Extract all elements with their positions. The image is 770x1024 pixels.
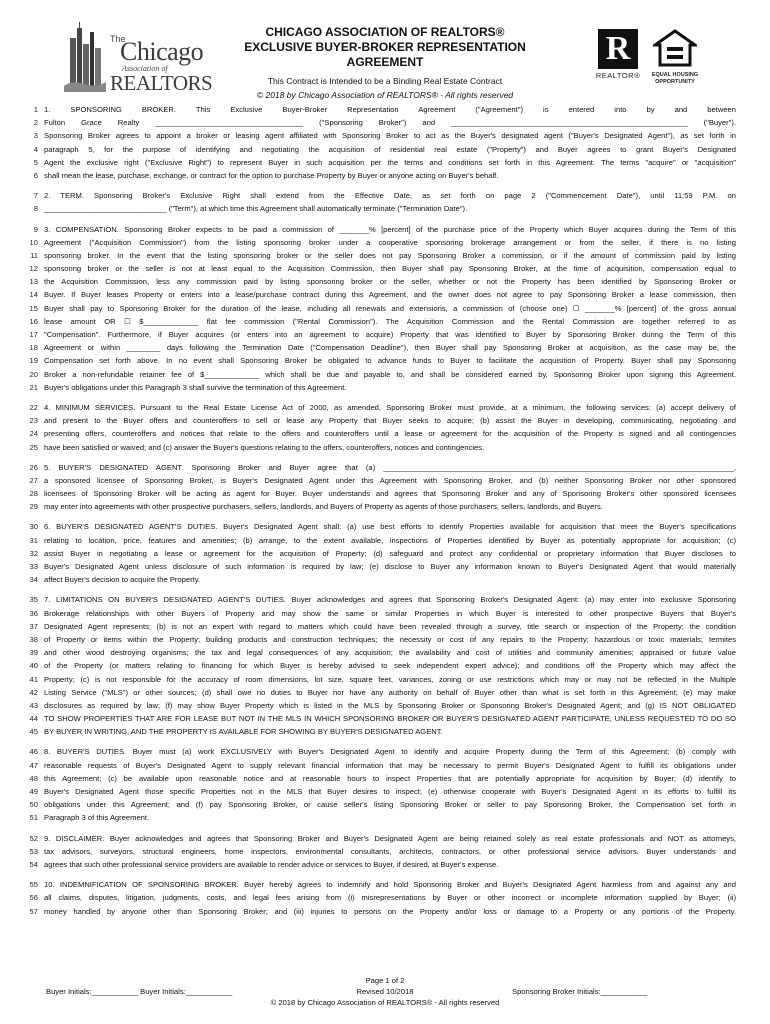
line-number: 29 <box>29 502 38 512</box>
contract-line <box>0 560 770 573</box>
line-text: Buyer's Designated Agent those specific Properties not in the MLS that Buyer desires to inspect; (e) otherwise cooperate with Buyer's Designated Agent in its efforts to fulfill its <box>44 787 736 796</box>
line-text: "Compensation". Furthermore, if Buyer acquires (or enters into an agreement to acquire) Property that was identified to Buyer by Sponsoring Broker during the Term of this <box>44 330 736 339</box>
title-association: CHICAGO ASSOCIATION OF REALTORS® <box>265 25 505 39</box>
line-text: disclosures as required by law; (f) may show Buyer Property which is listed in the MLS by Sponsoring Broker or Sponsoring Broker's Designated Agent; and (g) IS NOT OBLIGATED <box>44 700 736 710</box>
line-text: Paragraph 3 of this Agreement. <box>44 813 150 823</box>
line-number: 44 <box>29 714 38 724</box>
line-text: money handled by anyone other than Sponsoring Broker; and (iii) injuries to persons on the Property and/or loss or damage to a Property or any portions of the Property. <box>44 906 736 916</box>
line-text: agrees that such other professional service providers are available to render advice or services to Buyer, if desired, at Buyer's expense. <box>44 859 499 869</box>
line-number: 32 <box>29 548 38 558</box>
line-number: 57 <box>29 906 38 916</box>
contract-line <box>0 607 770 620</box>
line-text: Agent the exclusive right ("Exclusive Right") to represent Buyer in such acquisition per the terms and conditions set forth in this Agreement. The terms "acquire" or "acquisition" <box>44 157 736 167</box>
line-text: Sponsoring Broker agrees to appoint a broker or leasing agent affiliated with Sponsoring Broker to act as the Buyer's designated agent ("Buyer's Designated Agent"), as set forth in <box>44 131 736 141</box>
contract-line <box>0 189 770 202</box>
contract-line <box>0 891 770 904</box>
contract-line <box>0 646 770 659</box>
line-text: sponsoring broker or the seller is not at least equal to the Acquisition Commission, then Buyer shall pay Sponsoring Broker, at the time of acquisition, compensation equal to <box>44 264 736 274</box>
line-number: 16 <box>29 316 38 326</box>
line-text: of Property or items within the Property; building products and construction techniques; the necessity or cost of any repairs to the Property; hazardous or toxic materials; termites <box>44 634 736 644</box>
line-text: Fulton Grace Realty ___________________________________ ("Sponsoring Broker") and ________________________________________________________ ("Buyer"). <box>44 118 736 128</box>
contract-line <box>0 858 770 871</box>
contract-line <box>0 156 770 169</box>
line-number: 36 <box>29 608 38 618</box>
line-text: 8. BUYER'S DUTIES. Buyer must (a) work EXCLUSIVELY with Buyer's Designated Agent to identify and acquire Property during the Term of this Agreement; (b) comply with <box>44 747 736 757</box>
line-number: 26 <box>29 462 38 472</box>
logo-tagline: The <box>110 34 126 44</box>
line-text: 6. BUYER'S DESIGNATED AGENT'S DUTIES. Buyer's Designated Agent shall: (a) use best efforts to identify Properties available for acquisition that meet the Buyer's specifications <box>44 522 736 532</box>
line-number: 3 <box>33 131 38 141</box>
line-text: BY BUYER IN WRITING, AND THE PROPERTY IS AVAILABLE FOR SHOWING BY BUYER'S DESIGNATED AGENT. <box>44 727 443 737</box>
skyline-icon <box>62 20 108 92</box>
line-text: Designated Agent represents; (b) is not an expert with regard to matters which could have been revealed through a survey, title search or inspection of the Property; the condition <box>44 621 736 631</box>
line-text: 2. TERM. Sponsoring Broker's Exclusive Right shall extend from the Effective Date, as set forth on page 2 ("Commencement Date"), until 11:59 P.M. on <box>44 191 736 201</box>
paragraph-gap <box>0 825 770 832</box>
agreement-body <box>0 103 770 918</box>
realtor-logo <box>594 29 642 84</box>
equal-housing-logo <box>650 29 700 84</box>
footer-copyright: © 2018 by Chicago Association of REALTORS® - All rights reserved <box>270 998 500 1007</box>
line-text: this Agreement; (c) be available upon reasonable notice and at reasonable hours to inspect Properties that are potentially appropriate for acquisition by Buyer; (d) identify to <box>44 773 736 783</box>
line-number: 45 <box>29 727 38 737</box>
line-text: reasonable requests of Buyer's Designated Agent to supply relevant financial information that may be necessary to permit Buyer's Designated Agent to fulfill its obligations under <box>44 760 736 770</box>
contract-line <box>0 878 770 891</box>
header-copyright: © 2018 by Chicago Association of REALTORS® - All rights reserved <box>256 90 514 100</box>
contract-line <box>0 686 770 699</box>
contract-line <box>0 368 770 381</box>
line-text: shall mean the lease, purchase, exchange, or contract for the option to purchase Property by Buyer or anyone acting on Buyer's behalf. <box>44 170 499 180</box>
line-number: 34 <box>29 575 38 585</box>
contract-line <box>0 712 770 725</box>
line-number: 51 <box>29 813 38 823</box>
contract-line <box>0 302 770 315</box>
revision-date: Revised 10/2018 <box>356 987 414 996</box>
contract-line <box>0 573 770 586</box>
contract-line <box>0 811 770 824</box>
line-text: of the Property (or matters relating to financing for which Buyer is hereby advised to seek independent expert advice); and conditions off the Property which may affect the <box>44 661 736 671</box>
logo-realtors-text: REALTORS <box>110 71 213 95</box>
line-text: and present to the Buyer offers and counteroffers to sell or lease any Property that Buyer seeks to acquire; (b) assist the Buyer in developing, communicating, negotiating and <box>44 416 736 426</box>
page-number: Page 1 of 2 <box>365 976 405 985</box>
paragraph-gap <box>0 871 770 878</box>
line-text: 5. BUYER'S DESIGNATED AGENT. Sponsoring Broker and Buyer agree that (a) ___________________________________________________________________________________, <box>44 462 736 472</box>
logo-city-text: Chicago <box>120 37 204 66</box>
line-text: 4. MINIMUM SERVICES. Pursuant to the Real Estate License Act of 2000, as amended, Sponsoring Broker must provide, at a minimum, the following services: (a) accept delivery of <box>44 402 736 412</box>
contract-line <box>0 474 770 487</box>
line-number: 41 <box>29 674 38 684</box>
paragraph-gap <box>0 394 770 401</box>
line-number: 20 <box>29 369 38 379</box>
contract-line <box>0 262 770 275</box>
line-text: lease amount OR ☐ $_____________ flat fee commission ("Rental Commission"). The Acquisition Commission and the Rental Commission are together referred to as <box>44 316 736 326</box>
contract-line <box>0 905 770 918</box>
contract-line <box>0 275 770 288</box>
line-number: 7 <box>33 191 38 201</box>
line-text: Compensation set forth above. In no event shall Sponsoring Broker be obligated to advance funds to Buyer to facilitate the acquisition of Property. Buyer shall pay Sponsoring <box>44 356 736 366</box>
line-text: _____________________________ ("Term"), at which time this Agreement shall automatically terminate ("Termination Date"). <box>44 204 468 214</box>
contract-line <box>0 441 770 454</box>
line-number: 17 <box>29 330 38 339</box>
line-number: 56 <box>29 893 38 903</box>
line-text: Buyer shall pay to Sponsoring Broker for the duration of the lease, including all renewals and extensions, a commission of (choose one) ☐ _______% [percent] of the gross annual <box>44 303 736 313</box>
eho-label-1: EQUAL HOUSING <box>651 72 699 78</box>
line-number: 30 <box>29 522 38 532</box>
contract-line <box>0 328 770 341</box>
line-number: 50 <box>29 800 38 810</box>
paragraph-gap <box>0 738 770 745</box>
line-text: the Acquisition Commission, less any commission paid by listing sponsoring broker or the seller, whether or not the Property has been identified by Sponsoring Broker or <box>44 277 736 287</box>
line-number: 52 <box>29 833 38 843</box>
line-text: have been satisfied or waived; and (c) answer the Buyer's questions relating to the offers, counteroffers, notices and contingencies. <box>44 442 485 452</box>
line-number: 23 <box>29 416 38 426</box>
line-number: 24 <box>29 429 38 439</box>
line-text: 1. SPONSORING BROKER. This Exclusive Buyer-Broker Representation Agreement ("Agreement") is entered into by and between <box>44 105 736 114</box>
line-number: 8 <box>33 204 38 214</box>
logo-association-text: Association of <box>122 64 168 73</box>
line-text: paragraph 5, for the purpose of identifying and negotiating the acquisition of residential real estate ("Property") and Buyer agrees to grant Buyer's Designated <box>44 144 736 154</box>
line-number: 25 <box>29 442 38 452</box>
line-text: Broker a non-refundable retainer fee of $_____________ which shall be due and payable to, and shall be considered earned by, Sponsoring Broker upon signing this Agreement. <box>44 369 736 379</box>
page-footer <box>0 975 770 1020</box>
line-number: 55 <box>29 880 38 890</box>
line-number: 2 <box>33 118 38 128</box>
contract-line <box>0 143 770 156</box>
line-text: obligations under this Agreement; and (f) pay Sponsoring Broker, or cause seller's listing Sponsoring Broker or seller to pay Sponsoring Broker, the Compensation set forth in <box>44 800 736 810</box>
line-text: Brokerage relationships with other Buyers of Property and may show the same or similar Properties in which Buyer is interested to other prospective Buyers that Buyer's <box>44 608 736 618</box>
line-number: 18 <box>29 343 38 353</box>
line-text: affect Buyer's decision to acquire the Property. <box>44 575 201 585</box>
line-number: 38 <box>29 634 38 644</box>
document-header <box>0 0 770 100</box>
line-number: 15 <box>29 303 38 313</box>
paragraph-gap <box>0 513 770 520</box>
contract-line <box>0 427 770 440</box>
line-text: Buyer's Designated Agent unless disclosure of such information is required by law; (e) disclose to Buyer any information known to Buyer's Designated Agent that would materially <box>44 562 736 571</box>
line-text: licensees of Sponsoring Broker will be acting as agent for Buyer. Buyer understands and agrees that Sponsoring Broker and any of Sponsoring Broker's other sponsored licensees <box>44 489 736 499</box>
line-number: 54 <box>29 859 38 869</box>
paragraph-gap <box>0 216 770 223</box>
line-number: 14 <box>29 290 38 300</box>
contract-line <box>0 725 770 738</box>
line-text: relating to location, price, features and amenities; (b) arrange, to the extent available, inspections of Properties identified by Buyer as potentially appropriate for acquisition; (c) <box>44 535 736 545</box>
line-text: Agreement ("Acquisition Commission") from the listing sponsoring broker under a cooperative sponsoring brokerage arrangement or from the seller, if there is no listing <box>44 237 736 247</box>
line-text: assist Buyer in negotiating a lease or agreement for the acquisition of Property; (d) safeguard and protect any confidential or proprietary information that Buyer discloses to <box>44 548 736 558</box>
line-number: 11 <box>30 250 38 260</box>
contract-line <box>0 381 770 394</box>
contract-line <box>0 288 770 301</box>
contract-line <box>0 772 770 785</box>
line-text: presenting offers, counteroffers and notices that relate to the offers and counteroffers until a lease or agreement for the acquisition of the Property is signed and all contingencies <box>44 429 736 439</box>
line-number: 46 <box>29 747 38 757</box>
contract-line <box>0 520 770 533</box>
contract-line <box>0 659 770 672</box>
line-number: 27 <box>29 475 38 485</box>
line-text: Buyer. If Buyer leases Property or enters into a lease/purchase contract during this Agreement, and the owner does not agree to pay Sponsoring Broker a lease commission, then <box>44 290 736 300</box>
line-text: Buyer's obligations under this Paragraph 3 shall survive the termination of this Agreement. <box>44 382 347 392</box>
equal-housing-icon <box>653 29 697 67</box>
line-number: 33 <box>29 562 38 571</box>
contract-line <box>0 202 770 215</box>
line-text: sponsoring broker. In the event that the listing sponsoring broker or the seller does not pay Sponsoring Broker a commission, or if the amount of commission paid by listing <box>44 250 736 260</box>
contract-line <box>0 249 770 262</box>
line-text: TO SHOW PROPERTIES THAT ARE FOR LEASE BUT NOT IN THE MLS IN WHICH SPONSORING BROKER OR BUYER'S DESIGNATED AGENT PARTICIPATE, UNLESS REQUESTED TO DO SO <box>44 714 736 724</box>
line-text: 3. COMPENSATION. Sponsoring Broker expects to be paid a commission of _______% [percent] of the purchase price of the Property which Buyer acquires during the Term of this <box>44 224 736 234</box>
contract-line <box>0 547 770 560</box>
paragraph-gap <box>0 454 770 461</box>
eho-label-2: OPPORTUNITY <box>655 78 695 85</box>
contract-line <box>0 401 770 414</box>
contract-line <box>0 620 770 633</box>
contract-line <box>0 798 770 811</box>
contract-line <box>0 699 770 712</box>
line-number: 40 <box>29 661 38 671</box>
line-number: 12 <box>29 264 38 274</box>
contract-line <box>0 103 770 116</box>
contract-line <box>0 461 770 474</box>
contract-line <box>0 745 770 758</box>
contract-line <box>0 785 770 798</box>
line-text: a sponsored licensee of Sponsoring Broker, is Buyer's Designated Agent under this Agreement with Sponsoring Broker, and (b) neither Sponsoring Broker nor other sponsored <box>44 475 736 485</box>
paragraph-gap <box>0 586 770 593</box>
contract-line <box>0 414 770 427</box>
line-number: 42 <box>29 687 38 697</box>
contract-line <box>0 633 770 646</box>
contract-line <box>0 341 770 354</box>
footer-center <box>260 975 510 1008</box>
line-number: 53 <box>29 846 38 856</box>
contract-line <box>0 534 770 547</box>
line-text: all claims, disputes, litigation, judgments, costs, and legal fees arising from (i) misrepresentations by Buyer or other incorrect or incomplete information supplied by Buyer; (ii) <box>44 893 736 903</box>
line-text: and other wood destroying organisms; the tax and legal consequences of any acquisition; the availability and cost of utilities and community amenities; appraised or future value <box>44 648 736 658</box>
line-number: 5 <box>33 157 38 167</box>
line-number: 47 <box>29 760 38 770</box>
line-number: 22 <box>29 402 38 412</box>
contract-line <box>0 845 770 858</box>
contract-line <box>0 223 770 236</box>
buyer-initials-field[interactable]: Buyer Initials:___________ Buyer Initials:___________ <box>46 987 233 996</box>
line-number: 28 <box>29 489 38 499</box>
line-number: 48 <box>29 773 38 783</box>
line-number: 21 <box>29 382 38 392</box>
line-number: 6 <box>33 170 38 180</box>
paragraph-gap <box>0 182 770 189</box>
contract-line <box>0 673 770 686</box>
line-text: Listing Service ("MLS") or other sources; (d) shall owe no duties to Buyer nor have any authority on behalf of Buyer other than what is set forth in this Agreement; (e) may make <box>44 687 736 697</box>
title-agreement: EXCLUSIVE BUYER-BROKER REPRESENTATION AGREEMENT <box>244 40 526 69</box>
line-text: 10. INDEMNIFICATION OF SPONSORING BROKER. Buyer hereby agrees to indemnify and hold Sponsoring Broker and Buyer's Designated Agent harmless from and against any and <box>44 880 736 890</box>
chicago-realtors-logo <box>62 20 213 95</box>
line-number: 39 <box>29 648 38 658</box>
realtor-label: REALTOR® <box>595 71 641 80</box>
contract-line <box>0 116 770 129</box>
contract-line <box>0 315 770 328</box>
line-number: 37 <box>29 621 38 631</box>
contract-line <box>0 354 770 367</box>
sponsoring-broker-initials-field[interactable]: Sponsoring Broker Initials:___________ <box>512 987 648 996</box>
binding-contract-notice: This Contract is Intended to be a Binding Real Estate Contract <box>267 76 503 86</box>
contract-line <box>0 129 770 142</box>
line-text: tax advisors, surveyors, structural engineers, home inspectors, environmental consultants, architects, contractors, or other professional service advisors. Buyer understands and <box>44 846 736 856</box>
line-text: Property; (c) is not responsible for the accuracy of room dimensions, lot size, square feet, variances, zoning or use restrictions which may or may not be reflected in the Multiple <box>44 674 736 684</box>
line-text: Agreement or within ________ days following the Termination Date ("Compensation Deadline"), then Buyer shall pay Sponsoring Broker at acquisition, as the case may be, the <box>44 343 736 353</box>
line-text: 9. DISCLAIMER. Buyer acknowledges and agrees that Sponsoring Broker and Buyer's Designated Agent are being retained solely as real estate professionals and NOT as attorneys, <box>44 833 736 843</box>
line-number: 13 <box>29 277 38 287</box>
line-number: 9 <box>33 224 38 234</box>
line-number: 43 <box>29 700 38 710</box>
contract-line <box>0 759 770 772</box>
contract-line <box>0 500 770 513</box>
contract-line <box>0 832 770 845</box>
line-text: 7. LIMITATIONS ON BUYER'S DESIGNATED AGENT'S DUTIES. Buyer acknowledges and agrees that Sponsoring Broker's Designated Agent: (a) may enter into exclusive Sponsoring <box>44 595 736 605</box>
line-number: 31 <box>29 535 38 545</box>
line-number: 4 <box>33 144 38 154</box>
contract-line <box>0 236 770 249</box>
contract-line <box>0 487 770 500</box>
line-number: 19 <box>29 356 38 366</box>
line-number: 1 <box>33 105 38 114</box>
line-text: may enter into agreements with other prospective purchasers, sellers, landlords, and Buyers of Property as agents of those purchasers, sellers, landlords, and Buyers. <box>44 502 603 512</box>
title-block <box>210 25 560 102</box>
line-number: 10 <box>29 237 38 247</box>
contract-line <box>0 593 770 606</box>
realtor-r-icon: R <box>598 29 638 69</box>
line-number: 35 <box>29 595 38 605</box>
contract-line <box>0 169 770 182</box>
line-number: 49 <box>29 787 38 796</box>
